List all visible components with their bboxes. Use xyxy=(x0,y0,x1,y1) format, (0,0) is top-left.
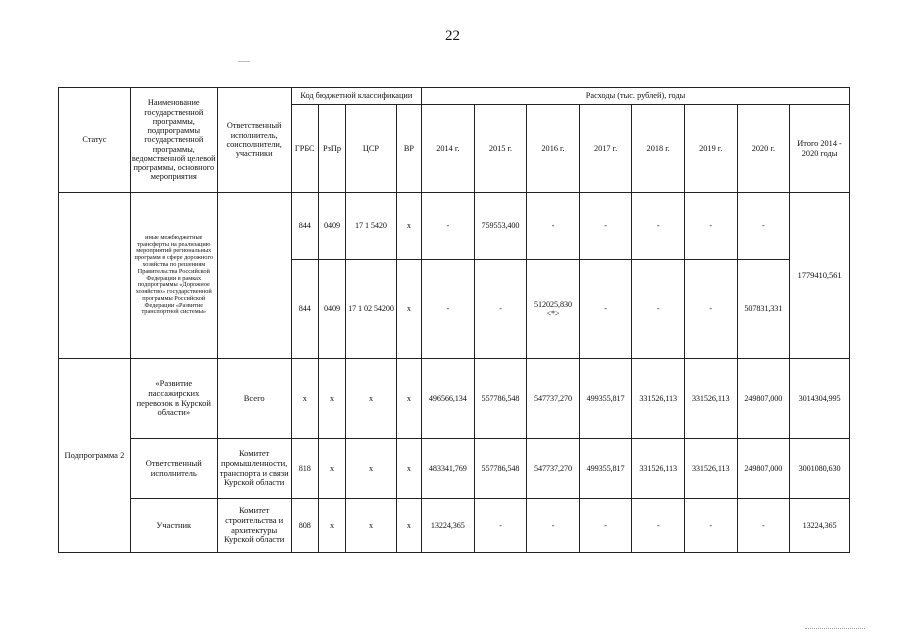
value-2018: - xyxy=(632,260,685,359)
vr-cell: x xyxy=(396,260,421,359)
value-2016: 547737,270 xyxy=(527,359,580,439)
measure-name: иные межбюджетные трансферты на реализацию мероприятий региональных программ в сфере дорожного хозяйства по решениям Правительства Российской Федерации в рамках подпрограммы «Дорожное хозяйство» государственной программы Российской Федерации «Развитие транспортной системы» xyxy=(130,193,217,359)
scan-mark xyxy=(805,628,865,630)
value-2017: - xyxy=(579,193,632,260)
csr-cell: 17 1 02 54200 xyxy=(346,260,397,359)
value-2018: 331526,113 xyxy=(632,439,685,499)
status-cell: Подпрограмма 2 xyxy=(59,359,131,553)
value-2019: - xyxy=(684,499,737,553)
grbs-cell: 844 xyxy=(291,193,318,260)
header-year-2015: 2015 г. xyxy=(474,105,527,193)
rzpr-cell: 0409 xyxy=(318,260,345,359)
vr-cell: x xyxy=(396,193,421,260)
value-2016: - xyxy=(527,499,580,553)
total-cell: 13224,365 xyxy=(790,499,850,553)
grbs-cell: x xyxy=(291,359,318,439)
value-2020: - xyxy=(737,499,790,553)
grbs-cell: 844 xyxy=(291,260,318,359)
value-2016: - xyxy=(527,193,580,260)
value-2015: 557786,548 xyxy=(474,359,527,439)
header-year-2019: 2019 г. xyxy=(684,105,737,193)
vr-cell: x xyxy=(396,359,421,439)
total-cell: 3001080,630 xyxy=(790,439,850,499)
page-number: 22 xyxy=(445,28,460,44)
value-2016: 512025,830 <*> xyxy=(527,260,580,359)
header-year-2020: 2020 г. xyxy=(737,105,790,193)
csr-cell: x xyxy=(346,499,397,553)
value-2019: - xyxy=(684,193,737,260)
vr-cell: x xyxy=(396,439,421,499)
grbs-cell: 808 xyxy=(291,499,318,553)
table-row xyxy=(59,193,850,260)
header-year-2018: 2018 г. xyxy=(632,105,685,193)
participant-label: Участник xyxy=(130,499,217,553)
subprogram-name: «Развитие пассажирских перевозок в Курской области» xyxy=(130,359,217,439)
value-2017: - xyxy=(579,499,632,553)
responsible-cell: Комитет строительства и архитектуры Курской области xyxy=(217,499,291,553)
value-2018: - xyxy=(632,193,685,260)
value-2014: - xyxy=(422,260,475,359)
value-2015: 557786,548 xyxy=(474,439,527,499)
value-2019: 331526,113 xyxy=(684,359,737,439)
table-row xyxy=(59,499,850,553)
value-2015: - xyxy=(474,260,527,359)
value-2015: 759553,400 xyxy=(474,193,527,260)
value-2019: 331526,113 xyxy=(684,439,737,499)
vr-cell: x xyxy=(396,499,421,553)
value-2014: 483341,769 xyxy=(422,439,475,499)
value-2017: 499355,817 xyxy=(579,359,632,439)
value-2018: - xyxy=(632,499,685,553)
scan-mark xyxy=(238,61,250,62)
value-2015: - xyxy=(474,499,527,553)
header-grbs: ГРБС xyxy=(291,105,318,193)
executor-label: Ответственный исполнитель xyxy=(130,439,217,499)
value-2017: 499355,817 xyxy=(579,439,632,499)
csr-cell: x xyxy=(346,439,397,499)
value-2020: 249807,000 xyxy=(737,359,790,439)
value-2020: 249807,000 xyxy=(737,439,790,499)
header-status: Статус xyxy=(59,88,131,193)
rzpr-cell: x xyxy=(318,499,345,553)
value-2018: 331526,113 xyxy=(632,359,685,439)
value-2019: - xyxy=(684,260,737,359)
header-name: Наименование государственной программы, подпрограммы государственной программы, ведомственной целевой программы, основного мероприятия xyxy=(130,88,217,193)
header-year-2017: 2017 г. xyxy=(579,105,632,193)
status-cell xyxy=(59,193,131,359)
header-total: Итого 2014 - 2020 годы xyxy=(790,105,850,193)
value-2020: - xyxy=(737,193,790,260)
rzpr-cell: x xyxy=(318,359,345,439)
header-budget-code: Код бюджетной классификации xyxy=(291,88,421,105)
grbs-cell: 818 xyxy=(291,439,318,499)
header-csr: ЦСР xyxy=(346,105,397,193)
responsible-cell: Всего xyxy=(217,359,291,439)
value-2017: - xyxy=(579,260,632,359)
header-rzpr: РзПр xyxy=(318,105,345,193)
csr-cell: x xyxy=(346,359,397,439)
value-2020: 507831,331 xyxy=(737,260,790,359)
value-2016: 547737,270 xyxy=(527,439,580,499)
rzpr-cell: 0409 xyxy=(318,193,345,260)
total-cell: 3014304,995 xyxy=(790,359,850,439)
value-2014: 496566,134 xyxy=(422,359,475,439)
csr-cell: 17 1 5420 xyxy=(346,193,397,260)
header-responsible: Ответственный исполнитель, соисполнители, участники xyxy=(217,88,291,193)
header-vr: ВР xyxy=(396,105,421,193)
table-row xyxy=(59,359,850,439)
header-year-2016: 2016 г. xyxy=(527,105,580,193)
budget-table xyxy=(58,87,850,553)
rzpr-cell: x xyxy=(318,439,345,499)
value-2014: 13224,365 xyxy=(422,499,475,553)
header-year-2014: 2014 г. xyxy=(422,105,475,193)
header-expenses: Расходы (тыс. рублей), годы xyxy=(422,88,850,105)
responsible-cell: Комитет промышленности, транспорта и связи Курской области xyxy=(217,439,291,499)
total-cell: 1779410,561 xyxy=(790,193,850,359)
table-row xyxy=(59,439,850,499)
responsible-cell xyxy=(217,193,291,359)
value-2014: - xyxy=(422,193,475,260)
